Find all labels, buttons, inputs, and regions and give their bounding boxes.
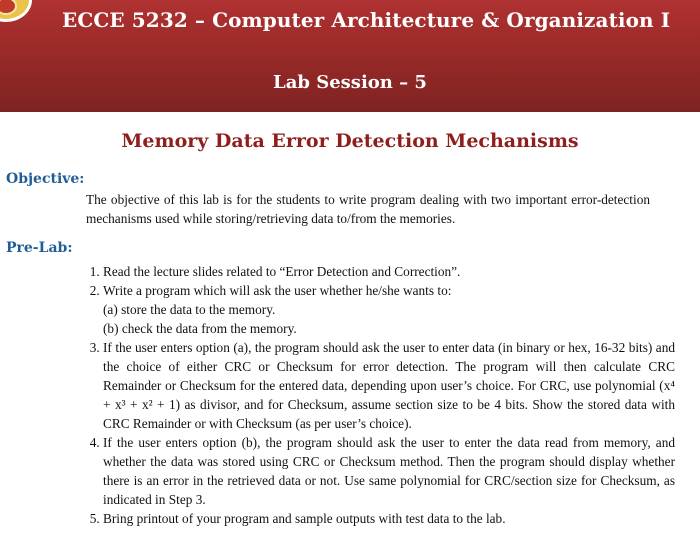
list-item — [103, 262, 675, 281]
session-title: Lab Session – 5 — [273, 72, 427, 93]
objective-text: The objective of this lab is for the students to write program dealing with two important error-detection mechanisms used while storing/retrieving data to/from the memories. — [86, 192, 650, 226]
objective-label: Objective: — [6, 171, 85, 187]
course-title: ECCE 5232 – Computer Architecture & Organization I — [62, 8, 671, 32]
prelab-label: Pre-Lab: — [6, 240, 73, 256]
header-banner — [0, 0, 700, 112]
list-item — [103, 338, 675, 433]
list-item — [103, 433, 675, 509]
step-text: If the user enters option (a), the program should ask the user to enter data (in binary or hex, 16-32 bits) and the choice of either CRC or Checksum for error detection. The program will then calculate CRC Remainder or Checksum for the entered data, depending upon user’s choice. For CRC, use polynomial (x⁴ + x³ + x² + 1) as divisor, and for Checksum, assume section size to be 4 bits. Show the stored data with CRC Remainder or with Checksum (as per user’s choice). — [103, 340, 675, 431]
step-text: If the user enters option (b), the program should ask the user to enter the data read from memory, and whether the data was stored using CRC or Checksum method. Then the program should display whether there is an error in the retrieved data or not. Use same polynomial for CRC/section size for Checksum, as indicated in Step 3. — [103, 435, 675, 507]
step-text: Bring printout of your program and sample outputs with test data to the lab. — [103, 511, 506, 526]
list-item — [103, 509, 675, 528]
university-logo-icon — [0, 0, 32, 22]
option-b: (b) check the data from the memory. — [103, 321, 297, 336]
list-item — [103, 281, 675, 338]
step-text: Read the lecture slides related to “Error Detection and Correction”. — [103, 264, 461, 279]
document-title: Memory Data Error Detection Mechanisms — [121, 130, 579, 152]
prelab-steps-list — [80, 262, 675, 528]
step-text: Write a program which will ask the user whether he/she wants to: — [103, 283, 452, 298]
option-a: (a) store the data to the memory. — [103, 302, 276, 317]
